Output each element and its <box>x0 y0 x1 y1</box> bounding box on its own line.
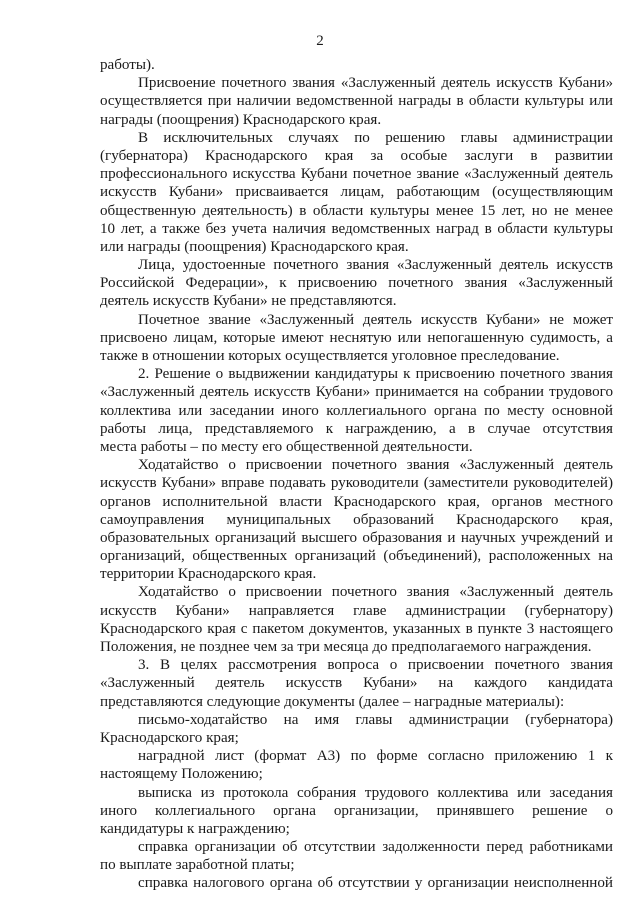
text-line: Краснодарского края с пакетом документов, указанных в пункте 3 настоящего <box>100 620 613 637</box>
text-line: настоящему Положению; <box>100 766 263 783</box>
text-line: награды (поощрения) Краснодарского края. <box>100 111 382 128</box>
text-line: организаций, общественных организаций (объединений), расположенных на <box>100 548 613 565</box>
text-line: Краснодарского края; <box>100 729 239 746</box>
text-line: Лица, удостоенные почетного звания «Заслуженный деятель искусств <box>138 257 613 274</box>
text-line: Российской Федерации», к присвоению почетного звания «Заслуженный <box>100 275 613 292</box>
text-line: осуществляется при наличии ведомственной награды в области культуры или <box>100 93 613 110</box>
text-line: органов исполнительной власти Краснодарского края, органов местного <box>100 493 613 510</box>
text-line: образовательных организаций высшего образования и научных учреждений и <box>100 529 613 546</box>
text-line: искусств Кубани» вправе подавать руководители (заместители руководителей) <box>100 475 613 492</box>
text-line: 10 лет, а также без учета наличия ведомственных наград в области культуры <box>100 220 613 237</box>
text-line: Положения, не позднее чем за три месяца до предполагаемого награждения. <box>100 639 592 655</box>
text-line: 3. В целях рассмотрения вопроса о присвоении почетного звания <box>138 657 613 674</box>
text-line: представляются следующие документы (далее – наградные материалы): <box>100 693 565 710</box>
text-line: искусств Кубани» направляется главе администрации (губернатору) <box>100 602 613 619</box>
text-line: присвоено лицам, которые имеют неснятую или непогашенную судимость, а <box>100 329 613 346</box>
text-line: 2. Решение о выдвижении кандидатуры к присвоению почетного звания <box>138 366 613 383</box>
text-line: Ходатайство о присвоении почетного звания «Заслуженный деятель <box>138 584 613 601</box>
text-line: коллектива или заседании иного коллегиального органа по месту основной <box>100 402 613 419</box>
text-line: справка организации об отсутствии задолженности перед работниками <box>138 839 613 856</box>
text-line: Ходатайство о присвоении почетного звания «Заслуженный деятель <box>138 457 613 474</box>
text-line: кандидатуры к награждению; <box>100 820 290 837</box>
text-line: территории Краснодарского края. <box>100 566 317 583</box>
text-line: работы лица, представляемого к награждению, а в случае отсутствия <box>100 420 613 437</box>
text-line: самоуправления муниципальных образований Краснодарского края, <box>100 511 613 528</box>
text-line: работы). <box>100 57 155 73</box>
text-line: (губернатора) Краснодарского края за особые заслуги в развитии <box>100 147 613 164</box>
text-line: Почетное звание «Заслуженный деятель искусств Кубани» не может <box>138 311 613 328</box>
text-line: места работы – по месту его общественной деятельности. <box>100 438 473 455</box>
text-line: письмо-ходатайство на имя главы администрации (губернатора) <box>138 711 613 728</box>
text-line: справка налогового органа об отсутствии у организации неисполненной <box>138 875 613 892</box>
text-line: искусств Кубани» присваивается лицам, работающим (осуществляющим <box>100 184 613 201</box>
text-line: наградной лист (формат А3) по форме согласно приложению 1 к <box>138 748 613 765</box>
document-body <box>100 56 613 893</box>
page-number: 2 <box>316 33 324 49</box>
text-line: по выплате заработной платы; <box>100 857 295 874</box>
text-line: профессионального искусства Кубани почетное звание «Заслуженный деятель <box>100 166 613 183</box>
text-line: В исключительных случаях по решению главы администрации <box>138 129 613 146</box>
text-line: выписка из протокола собрания трудового коллектива или заседания <box>138 784 613 801</box>
text-line: иного коллегиального органа организации, принявшего решение о <box>100 802 613 819</box>
text-line: Присвоение почетного звания «Заслуженный деятель искусств Кубани» <box>138 75 613 92</box>
text-line: «Заслуженный деятель искусств Кубани» принимается на собрании трудового <box>100 384 613 401</box>
text-line: общественную деятельность) в области культуры менее 15 лет, но не менее <box>100 202 613 219</box>
text-line: также в отношении которых осуществляется уголовное преследование. <box>100 348 560 364</box>
text-line: «Заслуженный деятель искусств Кубани» на каждого кандидата <box>100 675 613 692</box>
text-line: или награды (поощрения) Краснодарского края. <box>100 238 409 255</box>
text-line: деятель искусств Кубани» не представляются. <box>100 293 397 310</box>
